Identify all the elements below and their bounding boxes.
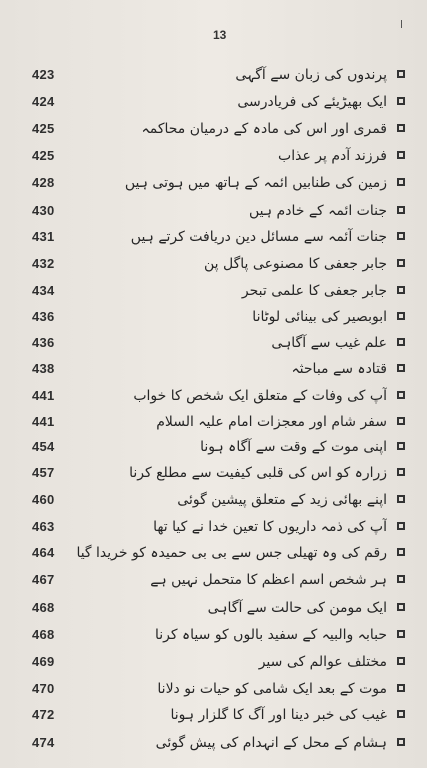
toc-entry <box>0 118 427 142</box>
toc-entry-title: قتادہ سے مباحثہ <box>291 361 387 377</box>
toc-entry-title: علم غیب سے آگاہی <box>271 335 387 351</box>
square-bullet-icon <box>397 178 405 186</box>
square-bullet-icon <box>397 364 405 372</box>
toc-entry <box>0 253 427 277</box>
toc-entry-title: زمین کی طنابیں ائمہ کے ہاتھ میں ہوتی ہیں <box>124 175 387 191</box>
toc-page-number: 436 <box>32 335 55 350</box>
square-bullet-icon <box>397 630 405 638</box>
toc-page-number: 441 <box>32 414 55 429</box>
toc-entry-title: جابر جعفی کا مصنوعی پاگل پن <box>204 256 387 272</box>
square-bullet-icon <box>397 206 405 214</box>
square-bullet-icon <box>397 259 405 267</box>
toc-entry <box>0 145 427 169</box>
square-bullet-icon <box>397 151 405 159</box>
toc-entry-title: مختلف عوالم کی سیر <box>258 654 387 670</box>
toc-entry-title: غیب کی خبر دینا اور آگ کا گلزار ہونا <box>170 707 387 723</box>
square-bullet-icon <box>397 124 405 132</box>
toc-entry <box>0 462 427 486</box>
toc-page-number: 468 <box>32 627 55 642</box>
toc-page-number: 460 <box>32 492 55 507</box>
toc-entry-title: آپ کی ذمہ داریوں کا تعین خدا نے کیا تھا <box>153 519 387 535</box>
toc-entry-title: حبابہ والبیہ کے سفید بالوں کو سیاہ کرنا <box>154 627 387 643</box>
toc-entry <box>0 489 427 513</box>
toc-entry-title: ہشام کے محل کے انہدام کی پیش گوئی <box>155 735 387 751</box>
square-bullet-icon <box>397 548 405 556</box>
toc-entry <box>0 597 427 621</box>
toc-entry-title: فرزند آدم پر عذاب <box>278 148 387 164</box>
toc-entry <box>0 704 427 728</box>
toc-page-number: 472 <box>32 707 55 722</box>
toc-entry <box>0 516 427 540</box>
toc-page-number: 436 <box>32 309 55 324</box>
toc-page-number: 423 <box>32 67 55 82</box>
toc-page-number: 434 <box>32 283 55 298</box>
toc-page-number: 454 <box>32 439 55 454</box>
toc-entry-title: ہر شخص اسم اعظم کا متحمل نہیں ہے <box>150 572 387 588</box>
square-bullet-icon <box>397 684 405 692</box>
square-bullet-icon <box>397 391 405 399</box>
square-bullet-icon <box>397 97 405 105</box>
toc-entry-title: رقم کی وہ تھیلی جس سے بی بی حمیدہ کو خریدا گیا <box>76 545 387 561</box>
toc-entry-title: اپنی موت کے وقت سے آگاہ ہونا <box>200 439 387 455</box>
toc-entry <box>0 678 427 702</box>
square-bullet-icon <box>397 738 405 746</box>
toc-entry <box>0 332 427 356</box>
toc-page-number: 468 <box>32 600 55 615</box>
toc-entry <box>0 624 427 648</box>
toc-entry <box>0 200 427 224</box>
toc-entry-title: جابر جعفی کا علمی تبحر <box>241 283 387 299</box>
toc-entry <box>0 64 427 88</box>
toc-page-number: 463 <box>32 519 55 534</box>
toc-entry <box>0 358 427 382</box>
toc-page-number: 457 <box>32 465 55 480</box>
toc-entry <box>0 651 427 675</box>
square-bullet-icon <box>397 495 405 503</box>
toc-entry <box>0 385 427 409</box>
toc-entry <box>0 436 427 460</box>
square-bullet-icon <box>397 442 405 450</box>
toc-entry <box>0 542 427 566</box>
toc-page-number: 431 <box>32 229 55 244</box>
toc-page-number: 430 <box>32 203 55 218</box>
toc-entry <box>0 306 427 330</box>
square-bullet-icon <box>397 417 405 425</box>
toc-entry <box>0 732 427 756</box>
square-bullet-icon <box>397 657 405 665</box>
toc-entry-title: جنات ائمہ کے خادم ہیں <box>249 203 387 219</box>
toc-entry-title: جنات آئمہ سے مسائل دین دریافت کرتے ہیں <box>130 229 387 245</box>
square-bullet-icon <box>397 338 405 346</box>
square-bullet-icon <box>397 522 405 530</box>
toc-page-number: 432 <box>32 256 55 271</box>
square-bullet-icon <box>397 232 405 240</box>
toc-page-number: 467 <box>32 572 55 587</box>
toc-entry-title: موت کے بعد ایک شامی کو حیات نو دلانا <box>157 681 387 697</box>
toc-page-number: 469 <box>32 654 55 669</box>
toc-entry-title: ایک بھیڑیئے کی فریادرسی <box>237 94 387 110</box>
toc-entry-title: سفر شام اور معجزات امام علیہ السلام <box>156 414 387 430</box>
page-number: 13 <box>213 28 227 42</box>
toc-entry-title: ایک مومن کی حالت سے آگاہی <box>207 600 387 616</box>
square-bullet-icon <box>397 603 405 611</box>
toc-page-number: 474 <box>32 735 55 750</box>
toc-entry-title: ابوبصیر کی بینائی لوٹانا <box>252 309 387 325</box>
toc-page-number: 425 <box>32 121 55 136</box>
toc-page-number: 470 <box>32 681 55 696</box>
toc-page-number: 441 <box>32 388 55 403</box>
toc-entry <box>0 411 427 435</box>
square-bullet-icon <box>397 575 405 583</box>
toc-page-number: 428 <box>32 175 55 190</box>
toc-entry <box>0 172 427 196</box>
toc-entry <box>0 91 427 115</box>
toc-page-number: 425 <box>32 148 55 163</box>
toc-entry-title: قمری اور اس کی مادہ کے درمیان محاکمہ <box>141 121 387 137</box>
square-bullet-icon <box>397 286 405 294</box>
square-bullet-icon <box>397 710 405 718</box>
toc-entry-title: اپنے بھائی زید کے متعلق پیشین گوئی <box>177 492 387 508</box>
toc-page-number: 438 <box>32 361 55 376</box>
toc-entry-title: پرندوں کی زبان سے آگہی <box>235 67 387 83</box>
square-bullet-icon <box>397 468 405 476</box>
toc-entry <box>0 280 427 304</box>
toc-page-number: 464 <box>32 545 55 560</box>
square-bullet-icon <box>397 70 405 78</box>
toc-entry <box>0 569 427 593</box>
toc-page-number: 424 <box>32 94 55 109</box>
toc-entry-title: زرارہ کو اس کی قلبی کیفیت سے مطلع کرنا <box>129 465 387 481</box>
square-bullet-icon <box>397 312 405 320</box>
toc-entry-title: آپ کی وفات کے متعلق ایک شخص کا خواب <box>133 388 387 404</box>
toc-entry <box>0 226 427 250</box>
